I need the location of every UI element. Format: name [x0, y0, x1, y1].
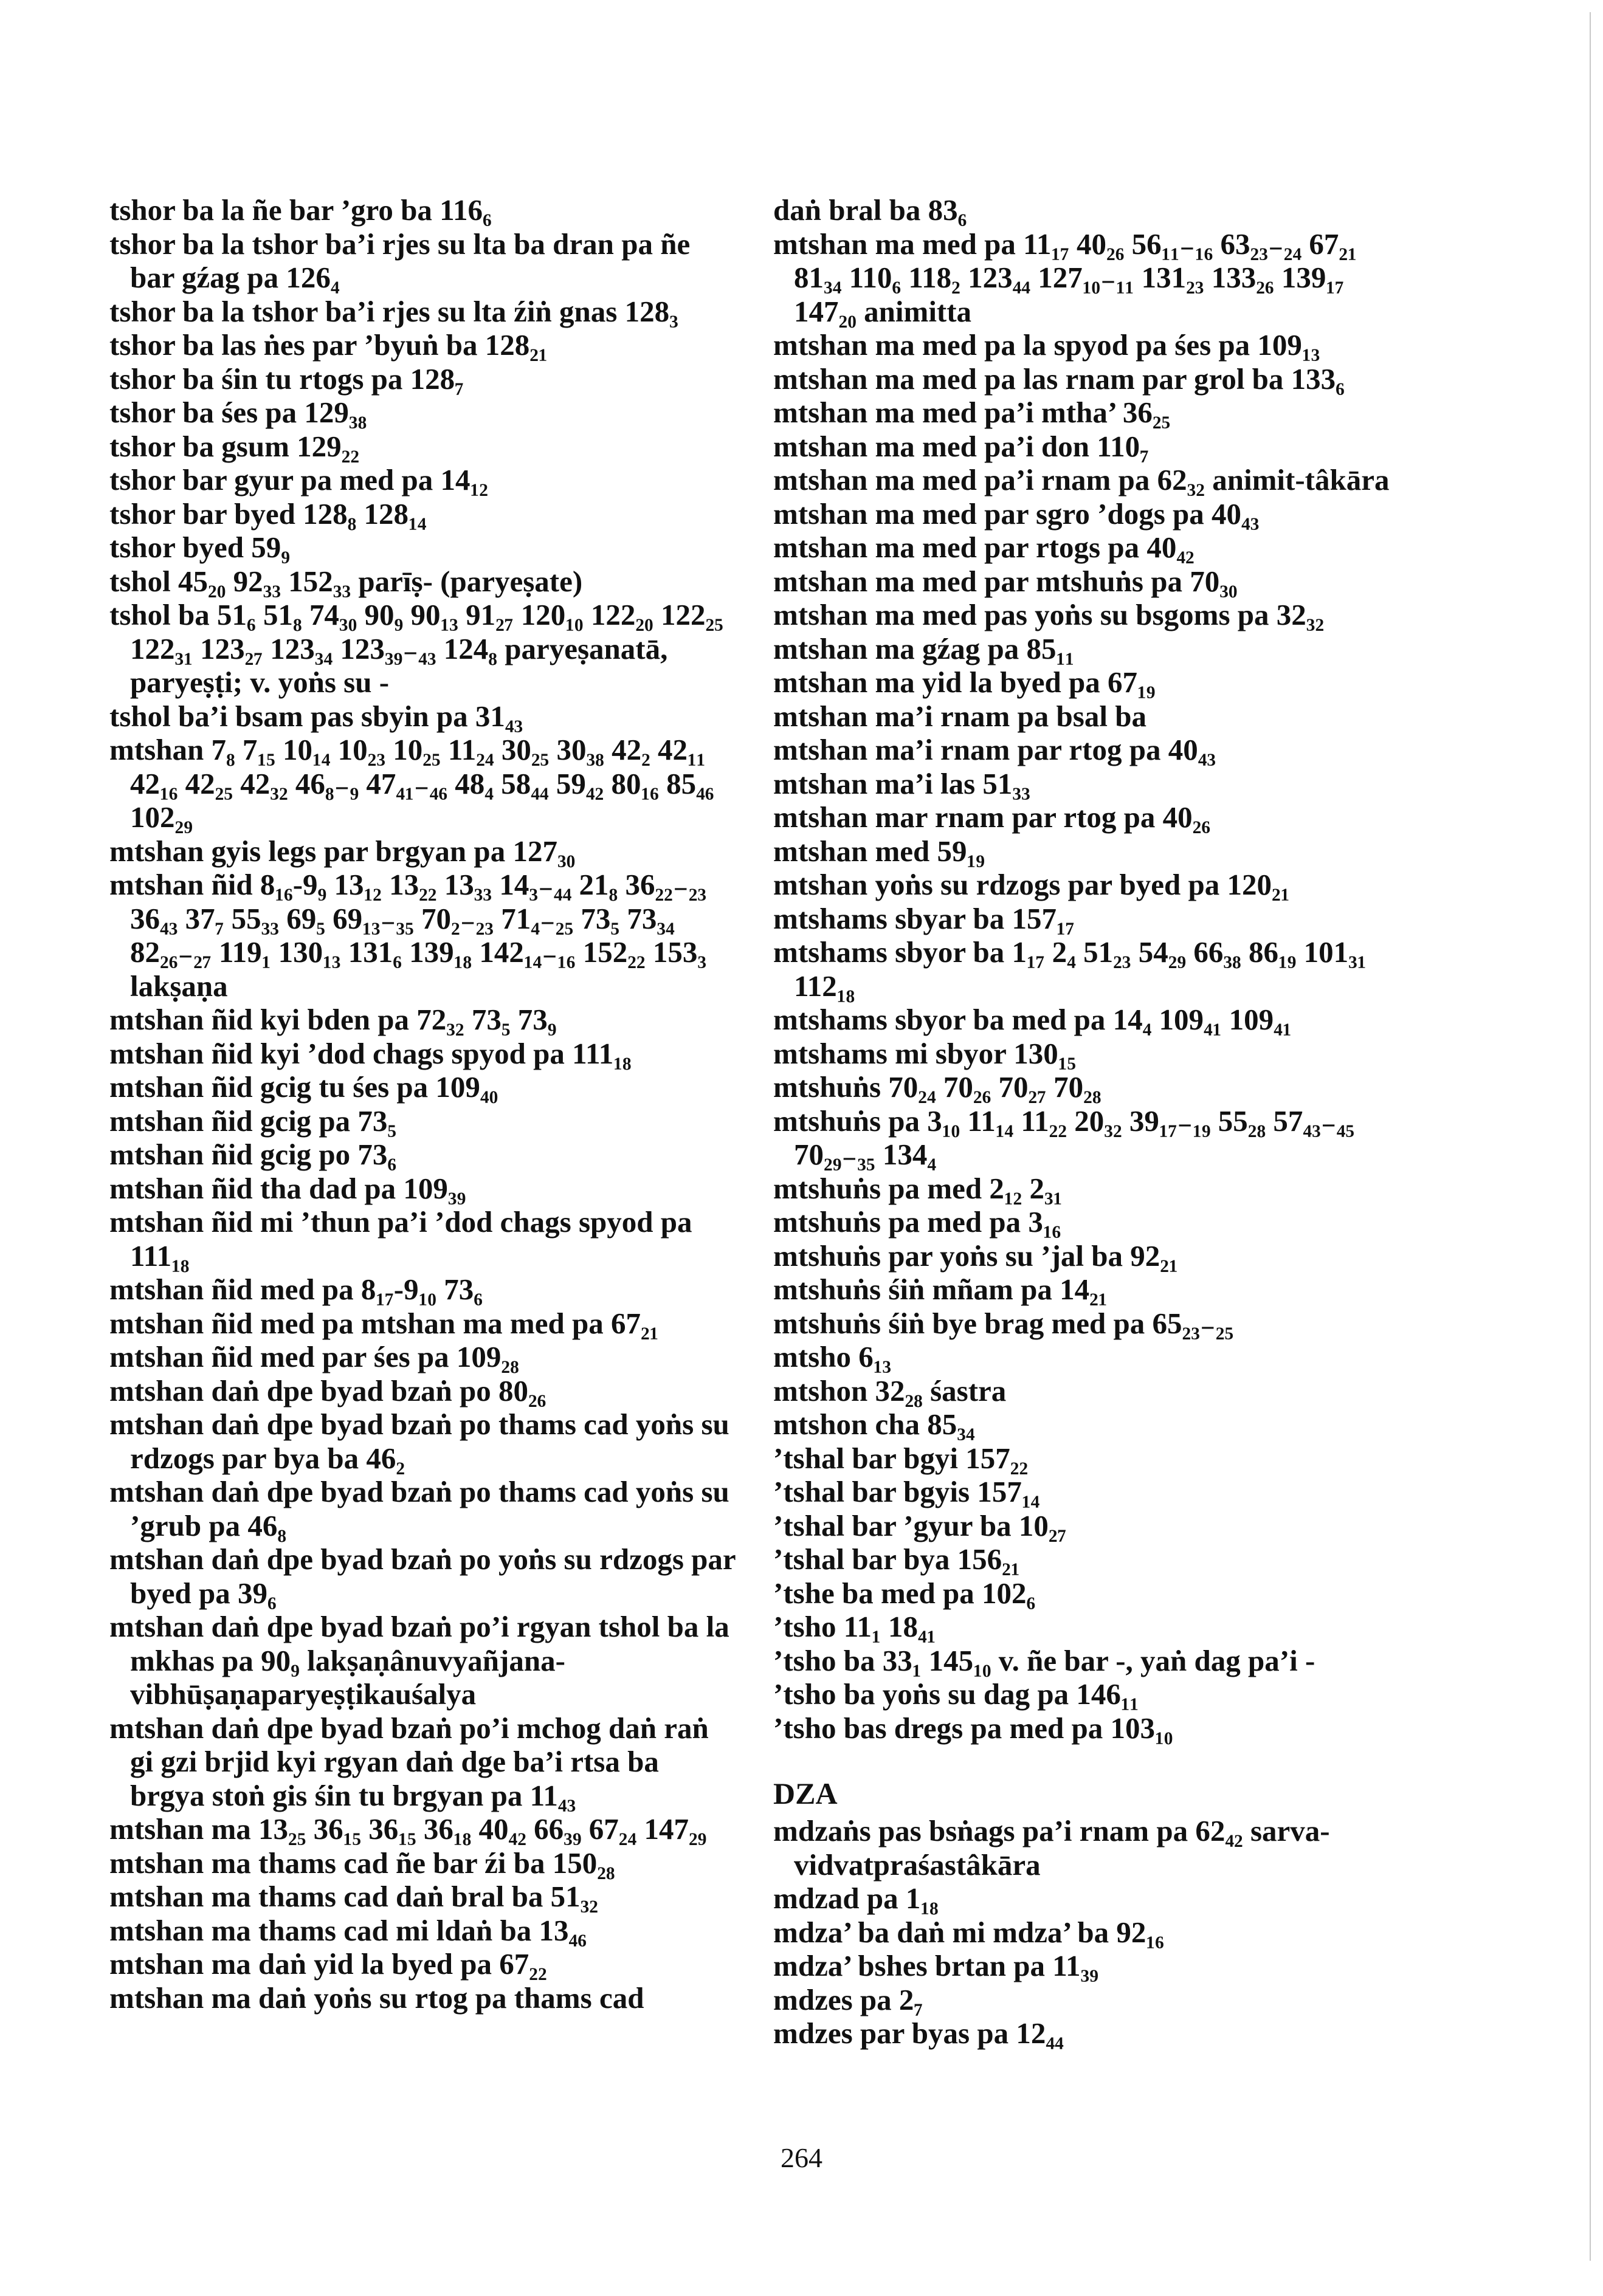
page-number: 264	[781, 2142, 822, 2173]
index-entry: mtshams sbyor ba med pa 14₄ 109₄₁ 109₄₁	[773, 1003, 1292, 1036]
index-entry: mtshuṅs pa med pa 3₁₆	[773, 1205, 1061, 1239]
index-entry: tshor ba la ñe bar ’gro ba 116₆	[109, 193, 492, 227]
index-entry: mdzes pa 2₇	[773, 1982, 923, 2016]
index-entry: mtshams sbyar ba 157₁₇	[773, 901, 1075, 935]
index-entry: mtshan 7₈ 7₁₅ 10₁₄ 10₂₃ 10₂₅ 11₂₄ 30₂₅ 30₃₈ 42₂ 42₁₁ 42₁₆ 42₂₅ 42₃₂ 46₈₋₉ 47₄₁₋₄₆ 48₄ 58₄₄ 59₄₂ 80₁₆ 85₄₆ 102₂₉	[109, 733, 714, 834]
section-entries	[773, 1814, 1399, 2050]
index-entry: mtshuṅs śiṅ bye brag med pa 65₂₃₋₂₅	[773, 1306, 1234, 1340]
index-entry: tshor bar byed 128₈ 128₁₄	[109, 497, 427, 531]
index-entry: ’tsho ba yoṅs su dag pa 146₁₁	[773, 1677, 1139, 1711]
index-entry: mtshan ma med pa’i rnam pa 62₃₂ animit-tâkāra	[773, 463, 1390, 497]
index-entry: mtshan ma thams cad mi ldaṅ ba 13₄₆	[109, 1913, 587, 1947]
index-entry: ’tshe ba med pa 102₆	[773, 1576, 1036, 1610]
index-entry: ’tsho bas dregs pa med pa 103₁₀	[773, 1711, 1173, 1745]
index-entry: mtshan ma med pa 11₁₇ 40₂₆ 56₁₁₋₁₆ 63₂₃₋₂₄ 67₂₁ 81₃₄ 110₆ 118₂ 123₄₄ 127₁₀₋₁₁ 131₂₃ 133₂₆ 139₁₇ 147₂₀ animitta	[773, 227, 1357, 328]
index-entry: ’tshal bar ’gyur ba 10₂₇	[773, 1508, 1067, 1542]
index-entry: mtshan ma gźag pa 85₁₁	[773, 631, 1074, 665]
index-entry: mtshan ma med par rtogs pa 40₄₂	[773, 531, 1194, 564]
index-entry: mtshan ma’i las 51₃₃	[773, 766, 1030, 800]
index-entry: mtshan ma med pa’i mtha’ 36₂₅	[773, 396, 1171, 429]
index-entry: mtshan ñid gcig po 73₆	[109, 1138, 397, 1171]
index-entry: mtshan ñid 8₁₆-9₉ 13₁₂ 13₂₂ 13₃₃ 14₃₋₄₄ 21₈ 36₂₂₋₂₃ 36₄₃ 37₇ 55₃₃ 69₅ 69₁₃₋₃₅ 70₂₋₂₃ 71₄₋₂₅ 73₅ 73₃₄ 82₂₆₋₂₇ 119₁ 130₁₃ 131₆ 139₁₈ 142₁₄₋₁₆ 152₂₂ 153₃ lakṣaṇa	[109, 868, 707, 1003]
index-entry: mtshan ma daṅ yoṅs su rtog pa thams cad	[109, 1981, 644, 2015]
index-entry: mtshan daṅ dpe byad bzaṅ po 80₂₆	[109, 1373, 546, 1408]
index-entry: mtshan ma thams cad ñe bar źi ba 150₂₈	[109, 1846, 615, 1880]
index-entry: mtshan daṅ dpe byad bzaṅ po yoṅs su rdzogs par byed pa 39₆	[109, 1542, 736, 1610]
index-entry: mtshan ñid tha dad pa 109₃₉	[109, 1171, 466, 1205]
index-entry: tshor ba las ṅes par ’byuṅ ba 128₂₁	[109, 328, 548, 362]
index-entry: tshor bar gyur pa med pa 14₁₂	[109, 463, 488, 497]
index-entry: mtshan ñid gcig pa 73₅	[109, 1104, 397, 1138]
index-entry: mtshan daṅ dpe byad bzaṅ po’i rgyan tshol ba la mkhas pa 90₉ lakṣaṇânuvyañjana-vibhūṣaṇaparyeṣṭikauśalya	[109, 1610, 729, 1711]
index-entry: mdzad pa 1₁₈	[773, 1882, 939, 1915]
index-entry: mtshuṅs 70₂₄ 70₂₆ 70₂₇ 70₂₈	[773, 1070, 1101, 1104]
index-entry: mtshan ma med pa la spyod pa śes pa 109₁₃	[773, 328, 1320, 362]
index-entry: ’tsho 11₁ 18₄₁	[773, 1610, 936, 1643]
index-entry: mtshan ma med pa’i don 110₇	[773, 429, 1149, 463]
index-entry: tshor byed 59₉	[109, 531, 290, 564]
index-entry: mtshan ñid med pa 8₁₇-9₁₀ 73₆	[109, 1273, 483, 1306]
index-entry: tshor ba śes pa 129₃₈	[109, 396, 367, 429]
right-entries	[773, 193, 1399, 1745]
index-entry: mtshuṅs śiṅ mñam pa 14₂₁	[773, 1273, 1108, 1306]
index-entry: tshol ba’i bsam pas sbyin pa 31₄₃	[109, 699, 523, 733]
index-entry: mtshan daṅ dpe byad bzaṅ po thams cad yoṅs su rdzogs par bya ba 46₂	[109, 1408, 729, 1475]
index-entry: mtshon 32₂₈ śastra	[773, 1373, 1007, 1408]
index-entry: mtshan ñid kyi bden pa 72₃₂ 73₅ 73₉	[109, 1003, 557, 1036]
index-entry: mdza’ bshes brtan pa 11₃₉	[773, 1949, 1098, 1982]
index-entry: mtshan yoṅs su rdzogs par byed pa 120₂₁	[773, 868, 1290, 901]
index-entry: mtshuṅs pa med 2₁₂ 2₃₁	[773, 1171, 1063, 1205]
index-entry: ’tshal bar bgyi 157₂₂	[773, 1441, 1029, 1475]
section-heading: DZA	[773, 1776, 838, 1810]
index-entry: mtshams sbyor ba 1₁₇ 2₄ 51₂₃ 54₂₉ 66₃₈ 86₁₉ 101₃₁ 112₁₈	[773, 935, 1367, 1003]
index-entry: mtshan ma daṅ yid la byed pa 67₂₂	[109, 1947, 547, 1981]
index-entry: mtshon cha 85₃₄	[773, 1408, 975, 1441]
index-entry: mdzes par byas pa 12₄₄	[773, 2016, 1064, 2050]
index-entry: mtshan ma yid la byed pa 67₁₉	[773, 665, 1156, 699]
index-entry: mtshan gyis legs par brgyan pa 127₃₀	[109, 834, 576, 868]
index-entry: mtshan ma med par sgro ’dogs pa 40₄₃	[773, 497, 1260, 531]
index-entry: mtsho 6₁₃	[773, 1340, 892, 1373]
index-entry: mtshan ñid kyi ’dod chags spyod pa 111₁₈	[109, 1036, 632, 1070]
index-entry: mdza’ ba daṅ mi mdza’ ba 92₁₆	[773, 1915, 1164, 1949]
index-entry: mtshan ma 13₂₅ 36₁₅ 36₁₅ 36₁₈ 40₄₂ 66₃₉ 67₂₄ 147₂₉	[109, 1812, 707, 1846]
right-index-column	[773, 193, 1399, 2050]
index-entry: mtshuṅs pa 3₁₀ 11₁₄ 11₂₂ 20₃₂ 39₁₇₋₁₉ 55₂₈ 57₄₃₋₄₅ 70₂₉₋₃₅ 134₄	[773, 1104, 1355, 1171]
index-entry: ’tsho ba 33₁ 145₁₀ v. ñe bar -, yaṅ dag pa’i -	[773, 1643, 1315, 1677]
index-entry: mtshan ma med par mtshuṅs pa 70₃₀	[773, 564, 1238, 598]
left-index-column	[109, 193, 736, 2015]
index-entry: mtshan ma med pa las rnam par grol ba 133₆	[773, 362, 1345, 396]
index-entry: mtshan ma med pas yoṅs su bsgoms pa 32₃₂	[773, 598, 1325, 631]
index-entry: mtshuṅs par yoṅs su ’jal ba 92₂₁	[773, 1239, 1178, 1273]
scan-edge-line	[1590, 12, 1591, 2261]
index-entry: tshor ba la tshor ba’i rjes su lta ba dran pa ñe bar gźag pa 126₄	[109, 227, 691, 294]
index-entry: daṅ bral ba 83₆	[773, 193, 967, 227]
index-entry: ’tshal bar bya 156₂₁	[773, 1542, 1020, 1576]
index-entry: mtshan ma thams cad daṅ bral ba 51₃₂	[109, 1880, 598, 1913]
index-entry: mdzaṅs pas bsṅags pa’i rnam pa 62₄₂ sarva-vidvatpraśastâkāra	[773, 1814, 1330, 1882]
index-entry: mtshan ma’i rnam pa bsal ba	[773, 699, 1146, 733]
index-entry: mtshan ñid mi ’thun pa’i ’dod chags spyod pa 111₁₈	[109, 1205, 692, 1273]
index-entry: mtshan ma’i rnam par rtog pa 40₄₃	[773, 733, 1216, 766]
index-entry: mtshan daṅ dpe byad bzaṅ po thams cad yoṅs su ’grub pa 46₈	[109, 1475, 729, 1542]
index-entry: tshor ba gsum 129₂₂	[109, 429, 360, 463]
index-entry: mtshan ñid med par śes pa 109₂₈	[109, 1340, 519, 1373]
index-entry: mtshan ñid med pa mtshan ma med pa 67₂₁	[109, 1306, 659, 1340]
index-entry: tshol ba 51₆ 51₈ 74₃₀ 90₉ 90₁₃ 91₂₇ 120₁₀ 122₂₀ 122₂₅ 122₃₁ 123₂₇ 123₃₄ 123₃₉₋₄₃ 124₈ paryeṣanatā, paryeṣṭi; v. yoṅs su -	[109, 598, 723, 699]
index-entry: mtshams mi sbyor 130₁₅	[773, 1036, 1077, 1070]
index-entry: mtshan med 59₁₉	[773, 834, 985, 868]
index-entry: mtshan daṅ dpe byad bzaṅ po’i mchog daṅ raṅ gi gzi brjid kyi rgyan daṅ dge ba’i rtsa ba brgya stoṅ gis śin tu brgyan pa 11₄₃	[109, 1711, 709, 1812]
index-entry: mtshan mar rnam par rtog pa 40₂₆	[773, 800, 1211, 834]
index-entry: tshor ba la tshor ba’i rjes su lta źiṅ gnas 128₃	[109, 294, 678, 328]
index-entry: tshor ba śin tu rtogs pa 128₇	[109, 362, 464, 396]
index-entry: tshol 45₂₀ 92₃₃ 152₃₃ parīṣ- (paryeṣate)	[109, 564, 583, 598]
index-entry: ’tshal bar bgyis 157₁₄	[773, 1475, 1040, 1508]
index-entry: mtshan ñid gcig tu śes pa 109₄₀	[109, 1070, 498, 1104]
